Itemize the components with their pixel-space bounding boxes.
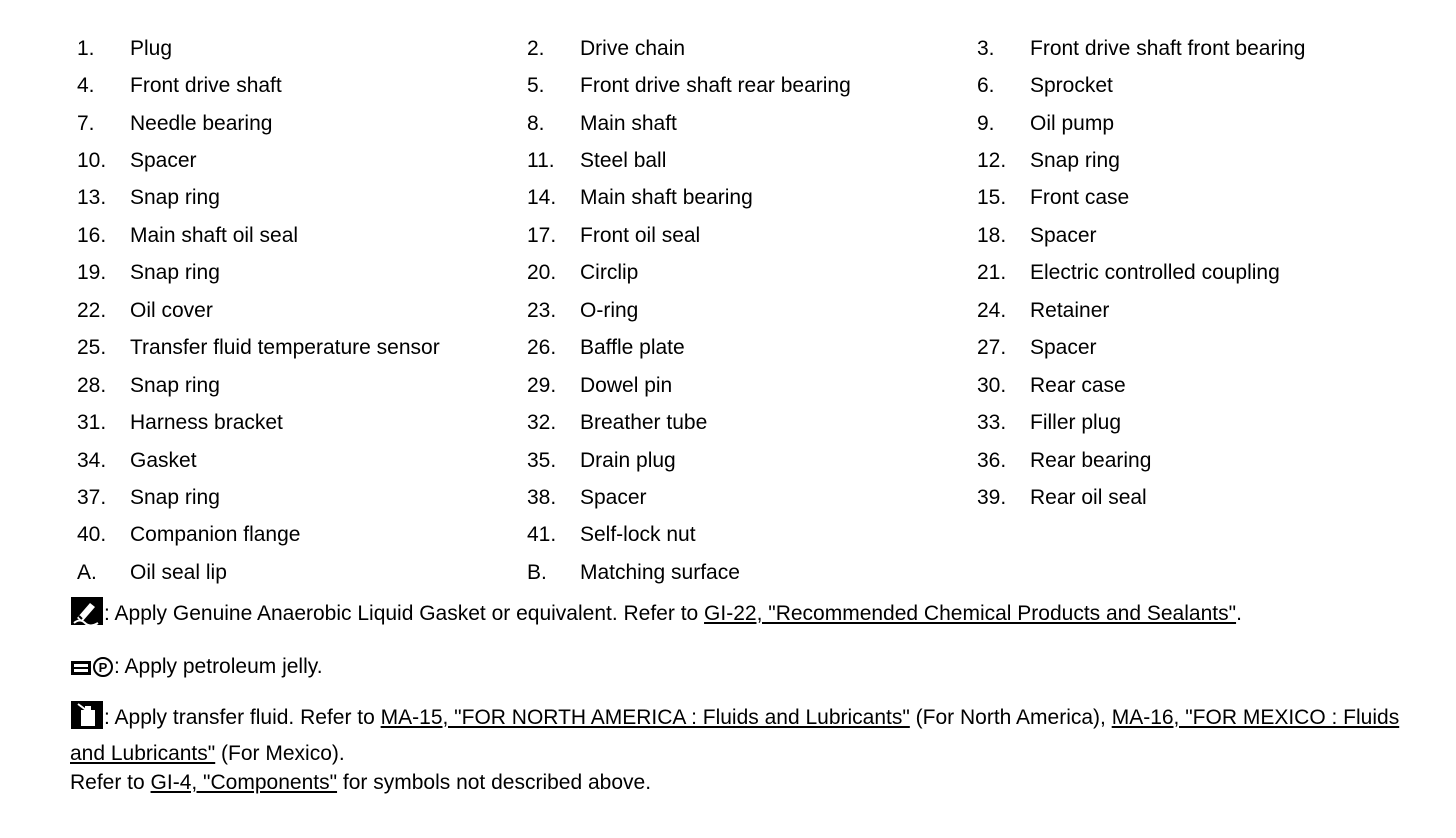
note-refer-text: Refer to bbox=[70, 771, 151, 794]
legend-item bbox=[977, 367, 1397, 404]
legend-item bbox=[527, 67, 977, 104]
legend-item-label: Drive chain bbox=[580, 36, 686, 60]
legend-item-label: Gasket bbox=[130, 448, 197, 472]
legend-item-number: 18. bbox=[977, 223, 1007, 247]
legend-item-label: Spacer bbox=[130, 149, 197, 173]
legend-item-label: Main shaft bearing bbox=[580, 186, 753, 210]
legend-item-number: 7. bbox=[77, 111, 95, 135]
legend-item-label: Front drive shaft rear bearing bbox=[580, 74, 851, 98]
legend-item-number: 23. bbox=[527, 298, 557, 322]
legend-item-label: Circlip bbox=[580, 261, 639, 285]
legend-item-number: 40. bbox=[77, 523, 107, 547]
note-fluid-tail: (For Mexico). bbox=[215, 742, 345, 765]
legend-item-number: 20. bbox=[527, 261, 557, 285]
link-ma-16[interactable]: MA-16, "FOR MEXICO : Fluids and Lubricants" bbox=[70, 706, 1400, 765]
legend-item-label: Harness bracket bbox=[130, 411, 283, 435]
legend-item-number: 31. bbox=[77, 411, 107, 435]
note-gasket-tail: . bbox=[1236, 602, 1242, 625]
note-fluid-text: : Apply transfer fluid. Refer to bbox=[104, 706, 381, 729]
legend-item bbox=[977, 554, 1397, 591]
legend-item bbox=[527, 255, 977, 292]
legend-item bbox=[977, 479, 1397, 516]
legend-item bbox=[527, 217, 977, 254]
legend-item bbox=[977, 255, 1397, 292]
legend-item-number: 36. bbox=[977, 448, 1007, 472]
legend-item-number: 35. bbox=[527, 448, 557, 472]
legend-item-label: Oil cover bbox=[130, 298, 213, 322]
legend-item bbox=[77, 67, 527, 104]
legend-item-number: 2. bbox=[527, 36, 545, 60]
legend-item-label: Companion flange bbox=[130, 523, 301, 547]
legend-item-label: Plug bbox=[130, 36, 173, 60]
legend-item bbox=[77, 30, 527, 67]
legend-item-label: Spacer bbox=[1030, 223, 1097, 247]
note-gasket-text: : Apply Genuine Anaerobic Liquid Gasket or equivalent. Refer to bbox=[104, 602, 705, 625]
legend-item bbox=[977, 517, 1397, 554]
legend-item-number: 37. bbox=[77, 485, 107, 509]
legend-item-number: 10. bbox=[77, 149, 107, 173]
legend-item bbox=[77, 367, 527, 404]
legend-item-number: 27. bbox=[977, 336, 1007, 360]
legend-item bbox=[77, 180, 527, 217]
link-gi-22[interactable]: GI-22, "Recommended Chemical Products and Sealants" bbox=[704, 602, 1237, 625]
note-refer-tail: for symbols not described above. bbox=[337, 771, 652, 794]
legend-item-label: O-ring bbox=[580, 298, 639, 322]
legend-item-number: A. bbox=[77, 560, 97, 584]
legend-item bbox=[977, 330, 1397, 367]
legend-item bbox=[527, 442, 977, 479]
link-ma-15[interactable]: MA-15, "FOR NORTH AMERICA : Fluids and Lubricants" bbox=[380, 706, 910, 729]
legend-item-label: Retainer bbox=[1030, 298, 1110, 322]
legend-item bbox=[977, 105, 1397, 142]
legend-item-number: 19. bbox=[77, 261, 107, 285]
legend-item-label: Rear oil seal bbox=[1030, 485, 1147, 509]
legend-item-number: 34. bbox=[77, 448, 107, 472]
legend-item-number: 4. bbox=[77, 74, 95, 98]
legend-item-number: 33. bbox=[977, 411, 1007, 435]
transfer-fluid-icon bbox=[70, 700, 104, 739]
legend-item-label: Snap ring bbox=[1030, 149, 1120, 173]
legend-item-number: 21. bbox=[977, 261, 1007, 285]
legend-item-number: 14. bbox=[527, 186, 557, 210]
legend-item-label: Snap ring bbox=[130, 373, 220, 397]
link-gi-4[interactable]: GI-4, "Components" bbox=[150, 771, 338, 794]
note-refer-components bbox=[70, 768, 1410, 798]
legend-item-number: B. bbox=[527, 560, 547, 584]
legend-item bbox=[527, 367, 977, 404]
legend-item-number: 26. bbox=[527, 336, 557, 360]
legend-item-label: Needle bearing bbox=[130, 111, 273, 135]
legend-item-number: 1. bbox=[77, 36, 95, 60]
legend-item bbox=[77, 142, 527, 179]
legend-item-label: Matching surface bbox=[580, 560, 740, 584]
legend-item-number: 11. bbox=[527, 149, 555, 173]
legend-item-label: Front case bbox=[1030, 186, 1130, 210]
legend-item-number: 9. bbox=[977, 111, 995, 135]
note-liquid-gasket bbox=[70, 596, 1410, 635]
legend-item-label: Rear bearing bbox=[1030, 448, 1152, 472]
legend-item-number: 25. bbox=[77, 336, 107, 360]
legend-item bbox=[527, 142, 977, 179]
legend-item bbox=[77, 554, 527, 591]
legend-item bbox=[77, 255, 527, 292]
legend-item-label: Steel ball bbox=[580, 149, 667, 173]
legend-item-number: 3. bbox=[977, 36, 995, 60]
legend-item-label: Drain plug bbox=[580, 448, 676, 472]
legend-item-label: Main shaft oil seal bbox=[130, 223, 299, 247]
legend-item-label: Spacer bbox=[580, 485, 647, 509]
legend-item bbox=[977, 30, 1397, 67]
legend-item bbox=[77, 292, 527, 329]
legend-item-number: 28. bbox=[77, 373, 107, 397]
legend-item bbox=[77, 517, 527, 554]
legend-item-number: 15. bbox=[977, 186, 1007, 210]
legend-item-number: 30. bbox=[977, 373, 1007, 397]
legend-item-number: 5. bbox=[527, 74, 545, 98]
legend-item-label: Baffle plate bbox=[580, 336, 685, 360]
legend-item-label: Breather tube bbox=[580, 411, 708, 435]
note-jelly-text: : Apply petroleum jelly. bbox=[114, 655, 323, 678]
liquid-gasket-icon bbox=[70, 596, 104, 635]
legend-item bbox=[77, 404, 527, 441]
legend-item-label: Front drive shaft bbox=[130, 74, 282, 98]
legend-item-label: Electric controlled coupling bbox=[1030, 261, 1280, 285]
legend-item bbox=[977, 142, 1397, 179]
legend-item-label: Snap ring bbox=[130, 186, 220, 210]
legend-item-label: Self-lock nut bbox=[580, 523, 696, 547]
legend-item bbox=[527, 517, 977, 554]
legend-item bbox=[77, 217, 527, 254]
legend-item-label: Dowel pin bbox=[580, 373, 673, 397]
legend-item-number: 41. bbox=[527, 523, 557, 547]
legend-item bbox=[977, 67, 1397, 104]
petroleum-jelly-icon bbox=[70, 655, 114, 688]
legend-item bbox=[977, 442, 1397, 479]
legend-item-label: Transfer fluid temperature sensor bbox=[130, 336, 440, 360]
legend-item-label: Snap ring bbox=[130, 261, 220, 285]
legend-item-number: 24. bbox=[977, 298, 1007, 322]
legend-item bbox=[527, 479, 977, 516]
legend-item-number: 38. bbox=[527, 485, 557, 509]
legend-item-label: Filler plug bbox=[1030, 411, 1122, 435]
legend-item bbox=[527, 404, 977, 441]
legend-item bbox=[527, 180, 977, 217]
legend-item bbox=[527, 554, 977, 591]
legend-item bbox=[527, 30, 977, 67]
legend-item bbox=[77, 442, 527, 479]
note-petroleum-jelly bbox=[70, 652, 1410, 688]
legend-item bbox=[527, 292, 977, 329]
legend-item-label: Spacer bbox=[1030, 336, 1097, 360]
legend-item-label: Oil seal lip bbox=[130, 560, 227, 584]
legend-item-label: Sprocket bbox=[1030, 74, 1113, 98]
note-fluid-mid: (For North America), bbox=[909, 706, 1112, 729]
legend-item-label: Front oil seal bbox=[580, 223, 701, 247]
legend-item-number: 29. bbox=[527, 373, 557, 397]
legend-item-number: 6. bbox=[977, 74, 995, 98]
component-legend bbox=[77, 30, 1397, 592]
legend-item-number: 16. bbox=[77, 223, 107, 247]
legend-item-label: Front drive shaft front bearing bbox=[1030, 36, 1306, 60]
legend-item-number: 39. bbox=[977, 485, 1007, 509]
legend-item bbox=[77, 330, 527, 367]
note-transfer-fluid bbox=[70, 700, 1410, 769]
legend-item-number: 32. bbox=[527, 411, 557, 435]
legend-item bbox=[977, 292, 1397, 329]
legend-item bbox=[527, 330, 977, 367]
legend-item-label: Rear case bbox=[1030, 373, 1126, 397]
legend-item-label: Snap ring bbox=[130, 485, 220, 509]
legend-item-number: 17. bbox=[527, 223, 557, 247]
legend-item bbox=[77, 479, 527, 516]
legend-item-number: 22. bbox=[77, 298, 107, 322]
legend-item-label: Oil pump bbox=[1030, 111, 1115, 135]
legend-item bbox=[527, 105, 977, 142]
legend-item-label: Main shaft bbox=[580, 111, 677, 135]
svg-text:P: P bbox=[98, 660, 108, 675]
legend-item bbox=[77, 105, 527, 142]
legend-item-number: 8. bbox=[527, 111, 545, 135]
legend-item bbox=[977, 217, 1397, 254]
legend-item-number: 12. bbox=[977, 149, 1007, 173]
legend-item bbox=[977, 404, 1397, 441]
legend-item bbox=[977, 180, 1397, 217]
legend-item-number: 13. bbox=[77, 186, 107, 210]
